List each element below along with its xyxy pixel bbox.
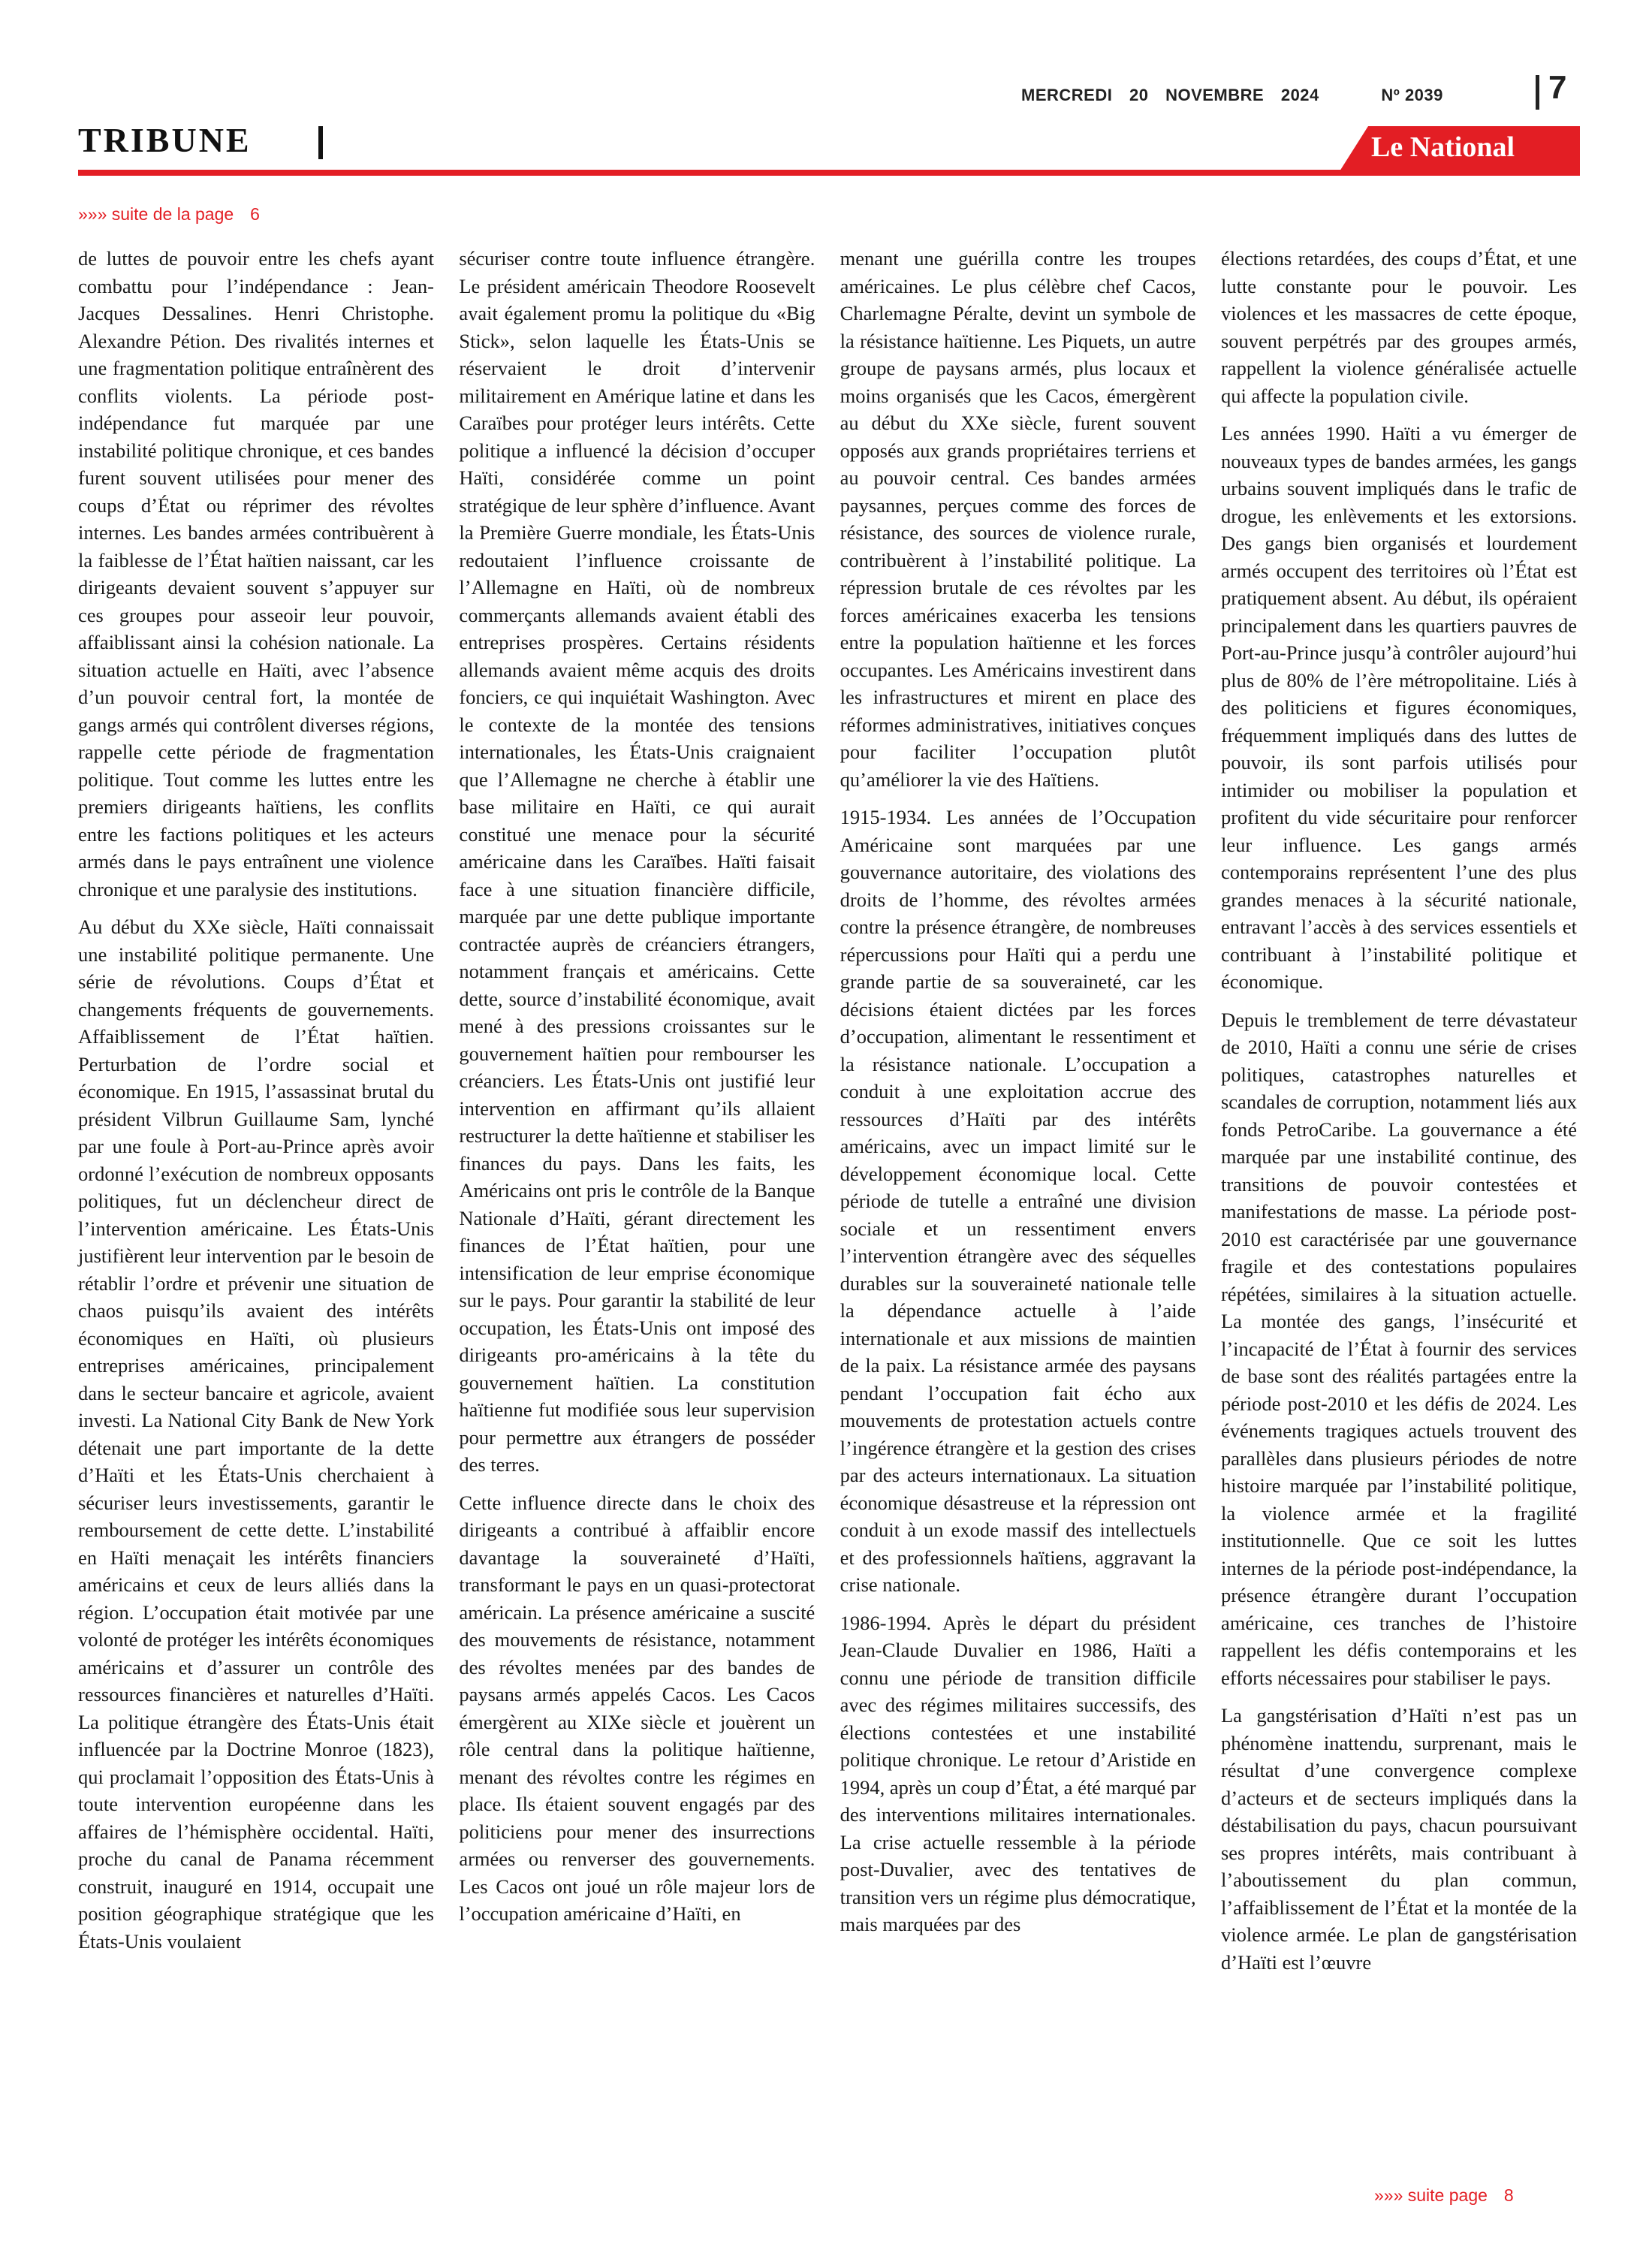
article-column-4 [1221,245,1577,2175]
article-column-2 [459,245,815,2175]
paragraph: Les années 1990. Haïti a vu émerger de nouveaux types de bandes armées, les gangs urbains souvent impliqués dans le trafic de drogue, les enlèvements et les extorsions. Des gangs bien organisés et lourdement armés occupent des territoires où l’État est pratiquement absent. Au début, ils opéraient principalement dans les quartiers pauvres de Port-au-Prince jusqu’à contrôler aujourd’hui plus de 80% de l’ère métropolitaine. Liés à des politiciens et figures économiques, fréquemment impliqués dans des luttes de pouvoir, ils sont parfois utilisés pour intimider ou mobiliser la population et profitent du vide sécuritaire pour renforcer leur influence. Les gangs armés contemporains représentent l’une des plus grandes menaces à la sécurité nationale, entravant l’accès à des services essentiels et contribuant à l’instabilité politique et économique. [1220,422,1577,993]
continued-from[interactable] [78,204,260,225]
article-body [78,245,1577,2175]
date-number: 20 [1129,86,1149,104]
article-column-3 [840,245,1196,2175]
date-year: 2024 [1280,86,1319,104]
section-title-bar [318,126,323,159]
continued-to-page: 8 [1503,2185,1514,2205]
paragraph: 1986-1994. Après le départ du président Jean-Claude Duvalier en 1986, Haïti a connu une période de transition difficile avec des régimes militaires successifs, des élections contestées et une instabilité politique chronique. Le retour d’Aristide en 1994, après un coup d’État, a été marqué par des interventions militaires internationales. La crise actuelle ressemble à la période post-Duvalier, avec des tentatives de transition vers un régime plus démocratique, mais marquées par des [840,1611,1196,1935]
issue-number: Nº 2039 [1381,86,1443,104]
paragraph: menant une guérilla contre les troupes américaines. Le plus célèbre chef Cacos, Charlemagne Péralte, devint un symbole de la résistance haïtienne. Les Piquets, un autre groupe de paysans armés, plus locaux et moins organisés que les Cacos, émergèrent au début du XXe siècle, furent souvent opposés aux grands propriétaires terriens et au pouvoir central. Ces bandes armées paysannes, perçues comme des forces de résistance, des sources de violence rurale, contribuèrent à l’instabilité politique. La répression brutale de ces révoltes par les forces américaines exacerba les tensions entre la population haïtienne et les forces occupantes. Les Américains investirent dans les infrastructures et mirent en place des réformes administratives, initiatives conçues pour faciliter l’occupation plutôt qu’améliorer la vie des Haïtiens. [840,247,1196,791]
continued-from-label: »»» suite de la page [78,204,234,224]
paragraph: élections retardées, des coups d’État, et une lutte constante pour le pouvoir. Les violences et les massacres de cette époque, souvent perpétrés par des groupes armés, rappellent la violence généralisée actuelle qui affecte la population civile. [1220,247,1577,407]
paragraph: 1915-1934. Les années de l’Occupation Américaine sont marquées par une gouvernance autoritaire, des violations des droits de l’homme, des révoltes armées contre la présence étrangère, de nombreuses répercussions pour Haïti qui a perdu une grande partie de sa souveraineté, car les décisions étaient dictées par les forces d’occupation, alimentant le ressentiment et la résistance nationale. L’occupation a conduit à une exploitation accrue des ressources d’Haïti par des intérêts américains, avec un impact limité sur le développement économique local. Cette période de tutelle a entraîné une division sociale et un ressentiment envers l’intervention étrangère avec des séquelles durables sur la souveraineté nationale telle la dépendance actuelle à l’aide internationale et aux missions de maintien de la paix. La résistance armée des paysans pendant l’occupation fait écho aux mouvements de protestation actuels contre l’ingérence étrangère et la gestion des crises par des acteurs internationaux. La situation économique désastreuse et la répression ont conduit à un exode massif des intellectuels et des professionnels haïtiens, aggravant la crise nationale. [840,806,1196,1596]
continued-from-page: 6 [250,204,260,224]
page-number: 7 [1548,69,1567,106]
paragraph: de luttes de pouvoir entre les chefs ayant combattu pour l’indépendance : Jean-Jacques Dessalines. Henri Christophe. Alexandre Pétion. Des rivalités internes et une fragmentation politique entraînèrent des conflits violents. La période post-indépendance fut marquée par une instabilité politique chronique, et ces bandes furent souvent utilisées pour mener des coups d’État ou réprimer des révoltes internes. Les bandes armées contribuèrent à la faiblesse de l’État haïtien naissant, car les dirigeants devaient souvent s’appuyer sur ces groupes pour asseoir leur pouvoir, affaiblissant ainsi la cohésion nationale. La situation actuelle en Haïti, avec l’absence d’un pouvoir central fort, la montée de gangs armés qui contrôlent diverses régions, rappelle cette période de fragmentation politique. Tout comme les luttes entre les premiers dirigeants haïtiens, les conflits entre les factions politiques et les acteurs armés dans le pays entraînent une violence chronique et une paralysie des institutions. [78,247,434,900]
continued-to-label: »»» suite page [1374,2185,1488,2205]
date-month: NOVEMBRE [1165,86,1265,104]
continued-to[interactable] [1374,2185,1514,2206]
paragraph: Depuis le tremblement de terre dévastateur de 2010, Haïti a connu une série de crises politiques, catastrophes naturelles et scandales de corruption, notamment liés aux fonds PetroCaribe. La gouvernance a été marquée par une instabilité continue, des transitions de pouvoir contestées et manifestations de masse. La période post-2010 est caractérisée par une gouvernance fragile et des contestations populaires répétées, similaires à la situation actuelle. La montée des gangs, l’insécurité et l’incapacité de l’État à fournir des services de base sont des réalités partagées entre la période post-2010 et les défis de 2024. Les événements tragiques actuels trouvent des parallèles dans plusieurs périodes de notre histoire marquée par l’instabilité politique, la violence armée et la fragilité institutionnelle. Que ce soit les luttes internes de la période post-indépendance, la présence étrangère durant l’occupation américaine, ces tranches de l’histoire rappellent les défis contemporains et les efforts nécessaires pour stabiliser le pays. [1220,1008,1577,1689]
paragraph: Cette influence directe dans le choix des dirigeants a contribué à affaiblir encore davantage la souveraineté d’Haïti, transformant le pays en un quasi-protectorat américain. La présence américaine a suscité des mouvements de résistance, notamment des révoltes menées par des bandes de paysans armés appelés Cacos. Les Cacos émergèrent au XIXe siècle et jouèrent un rôle central dans la politique haïtienne, menant des révoltes contre les régimes en place. Ils étaient souvent engagés par des politiciens pour mener des insurrections armées ou renverser des gouvernements. Les Cacos ont joué un rôle majeur lors de l’occupation américaine d’Haïti, en [459,1491,815,1925]
section-title: TRIBUNE [78,121,252,159]
paragraph: La gangstérisation d’Haïti n’est pas un phénomène inattendu, surprenant, mais le résultat d’une convergence complexe d’acteurs et de secteurs impliqués dans la déstabilisation du pays, chacun poursuivant ses propres intérêts, mais contribuant à l’aboutissement du plan commun, l’affaiblissement de l’État et la montée de la violence armée. Le plan de gangstérisation d’Haïti est l’œuvre [1220,1704,1577,1974]
article-column-1 [78,245,434,2175]
paragraph: sécuriser contre toute influence étrangère. Le président américain Theodore Roosevelt avait également promu la politique du «Big Stick», selon laquelle les États-Unis se réservaient le droit d’intervenir militairement en Amérique latine et dans les Caraïbes pour protéger leurs intérêts. Cette politique a influencé la décision d’occuper Haïti, considérée comme un point stratégique de leur sphère d’influence. Avant la Première Guerre mondiale, les États-Unis redoutaient l’influence croissante de l’Allemagne en Haïti, où de nombreux commerçants allemands avaient établi des entreprises prospères. Certains résidents allemands avaient même acquis des droits fonciers, ce qui inquiétait Washington. Avec le contexte de la montée des tensions internationales, les États-Unis craignaient que l’Allemagne ne cherche à établir une base militaire en Haïti, ce qui aurait constitué une menace pour la sécurité américaine dans les Caraïbes. Haïti faisait face à une situation financière difficile, marquée par une dette publique importante contractée auprès de créanciers étrangers, notamment français et américains. Cette dette, source d’instabilité économique, avait mené à des pressions croissantes sur le gouvernement haïtien pour rembourser les créanciers. Les États-Unis ont justifié leur intervention en affirmant qu’ils allaient restructurer la dette haïtienne et stabiliser les finances du pays. Dans les faits, les Américains ont pris le contrôle de la Banque Nationale d’Haïti, gérant directement les finances de l’État haïtien, pour une intensification de leur emprise économique sur le pays. Pour garantir la stabilité de leur occupation, les États-Unis ont imposé des dirigeants pro-américains à la tête du gouvernement haïtien. La constitution haïtienne fut modifiée sous leur supervision pour permettre aux étrangers de posséder des terres. [459,247,815,1476]
page-number-divider [1536,75,1539,110]
brand-name: Le National [1371,131,1515,163]
dateline [1021,86,1455,105]
date-day: MERCREDI [1021,86,1113,104]
paragraph: Au début du XXe siècle, Haïti connaissait une instabilité politique permanente. Une série de révolutions. Coups d’État et changements fréquents de gouvernements. Affaiblissement de l’État haïtien. Perturbation de l’ordre social et économique. En 1915, l’assassinat brutal du président Vilbrun Guillaume Sam, lynché par une foule à Port-au-Prince après avoir ordonné l’exécution de nombreux opposants politiques, fut un déclencheur direct de l’intervention américaine. Les États-Unis justifièrent leur intervention par le besoin de rétablir l’ordre et prévenir une situation de chaos puisqu’ils avaient des intérêts économiques en Haïti, où plusieurs entreprises américaines, principalement dans le secteur bancaire et agricole, avaient investi. La National City Bank de New York détenait une part importante de la dette d’Haïti et les États-Unis cherchaient à sécuriser leurs investissements, garantir le remboursement de cette dette. L’instabilité en Haïti menaçait les intérêts financiers américains et ceux de leurs alliés dans la région. L’occupation était motivée par une volonté de protéger les intérêts économiques américains et d’assurer un contrôle des ressources financières et naturelles d’Haïti. La politique étrangère des États-Unis était influencée par la Doctrine Monroe (1823), qui proclamait l’opposition des États-Unis à toute intervention européenne dans les affaires de l’hémisphère occidental. Haïti, proche du canal de Panama récemment construit, inauguré en 1914, occupait une position géographique stratégique que les États-Unis voulaient [78,915,434,1953]
